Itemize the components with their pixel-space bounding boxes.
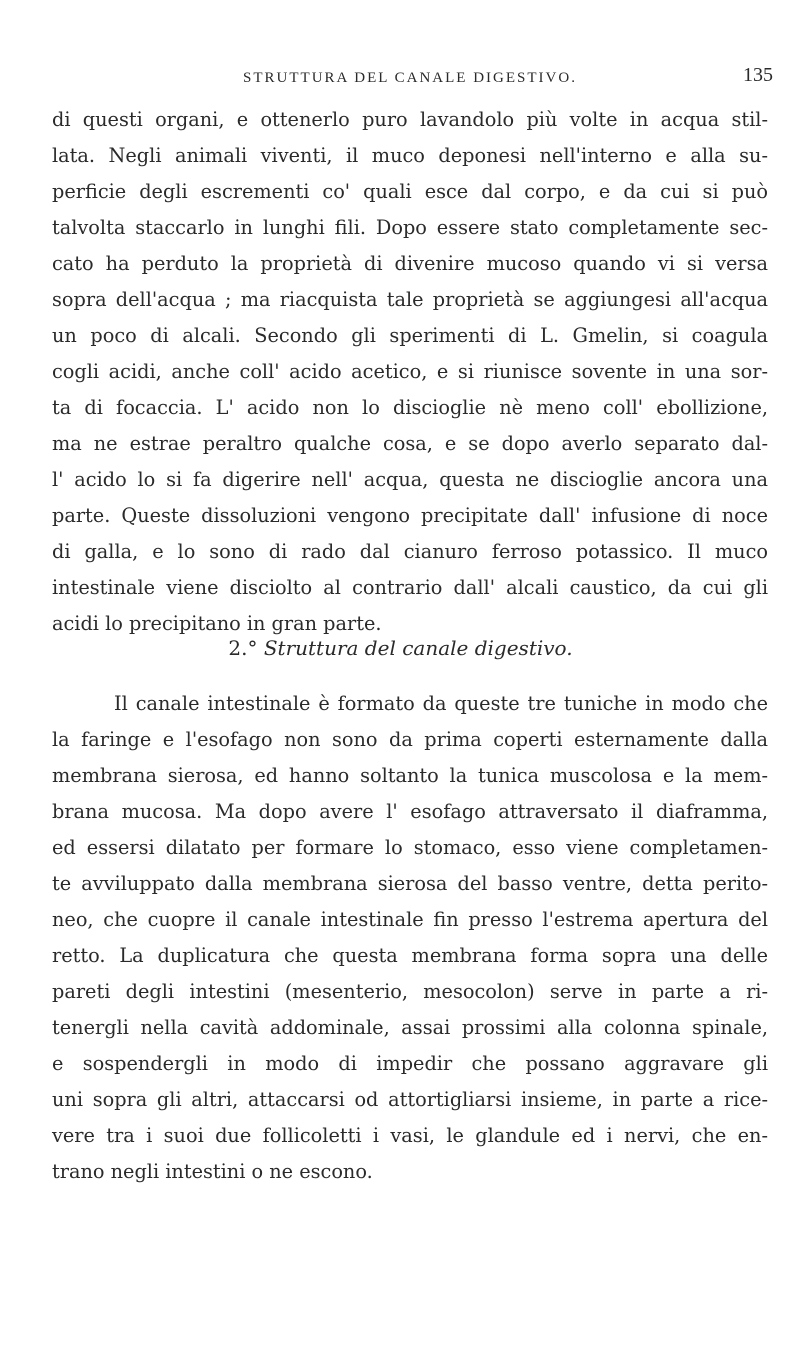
text-line: sopra dell'acqua ; ma riacquista tale proprietà se aggiungesi all'acqua	[52, 288, 768, 311]
section-heading	[0, 636, 801, 660]
text-line: l' acido lo si fa digerire nell' acqua, questa ne discioglie ancora una	[52, 468, 768, 491]
text-line: tenergli nella cavità addominale, assai prossimi alla colonna spinale,	[52, 1016, 768, 1039]
text-line: retto. La duplicatura che questa membrana forma sopra una delle	[52, 944, 768, 967]
text-line: di questi organi, e ottenerlo puro lavandolo più volte in acqua stil-	[52, 108, 768, 131]
text-line: cato ha perduto la proprietà di divenire mucoso quando vi si versa	[52, 252, 768, 275]
text-line: acidi lo precipitano in gran parte.	[52, 612, 382, 635]
running-head: STRUTTURA DEL CANALE DIGESTIVO.	[243, 70, 577, 86]
text-line: un poco di alcali. Secondo gli sperimenti di L. Gmelin, si coagula	[52, 324, 768, 347]
text-line: trano negli intestini o ne escono.	[52, 1160, 373, 1183]
paragraph-struttura	[52, 686, 768, 1190]
text-line: parte. Queste dissoluzioni vengono precipitate dall' infusione di noce	[52, 504, 768, 527]
text-line: intestinale viene disciolto al contrario dall' alcali caustico, da cui gli	[52, 576, 768, 599]
text-line: membrana sierosa, ed hanno soltanto la tunica muscolosa e la mem-	[52, 764, 768, 787]
text-line: lata. Negli animali viventi, il muco deponesi nell'interno e alla su-	[52, 144, 768, 167]
text-line: cogli acidi, anche coll' acido acetico, e si riunisce sovente in una sor-	[52, 360, 768, 383]
section-number: 2.°	[228, 636, 258, 660]
text-line: pareti degli intestini (mesenterio, mesocolon) serve in parte a ri-	[52, 980, 768, 1003]
text-line: te avviluppato dalla membrana sierosa del basso ventre, detta perito-	[52, 872, 768, 895]
text-line: ed essersi dilatato per formare lo stomaco, esso viene completamen-	[52, 836, 768, 859]
text-line: brana mucosa. Ma dopo avere l' esofago attraversato il diaframma,	[52, 800, 768, 823]
text-line: perficie degli escrementi co' quali esce dal corpo, e da cui si può	[52, 180, 768, 203]
page-number: 135	[743, 64, 773, 86]
paragraph-muco	[52, 102, 768, 642]
text-line: uni sopra gli altri, attaccarsi od attortigliarsi insieme, in parte a rice-	[52, 1088, 768, 1111]
text-line: ta di focaccia. L' acido non lo discioglie nè meno coll' ebollizione,	[52, 396, 768, 419]
text-line: vere tra i suoi due follicoletti i vasi, le glandule ed i nervi, che en-	[52, 1124, 768, 1147]
text-line: talvolta staccarlo in lunghi fili. Dopo essere stato completamente sec-	[52, 216, 768, 239]
text-line: Il canale intestinale è formato da queste tre tuniche in modo che	[114, 692, 768, 715]
text-line: la faringe e l'esofago non sono da prima coperti esternamente dalla	[52, 728, 768, 751]
text-line: di galla, e lo sono di rado dal cianuro ferroso potassico. Il muco	[52, 540, 768, 563]
text-line: e sospendergli in modo di impedir che possano aggravare gli	[52, 1052, 768, 1075]
text-line: ma ne estrae peraltro qualche cosa, e se dopo averlo separato dal-	[52, 432, 768, 455]
text-line: neo, che cuopre il canale intestinale fin presso l'estrema apertura del	[52, 908, 768, 931]
section-title: Struttura del canale digestivo.	[263, 636, 573, 660]
